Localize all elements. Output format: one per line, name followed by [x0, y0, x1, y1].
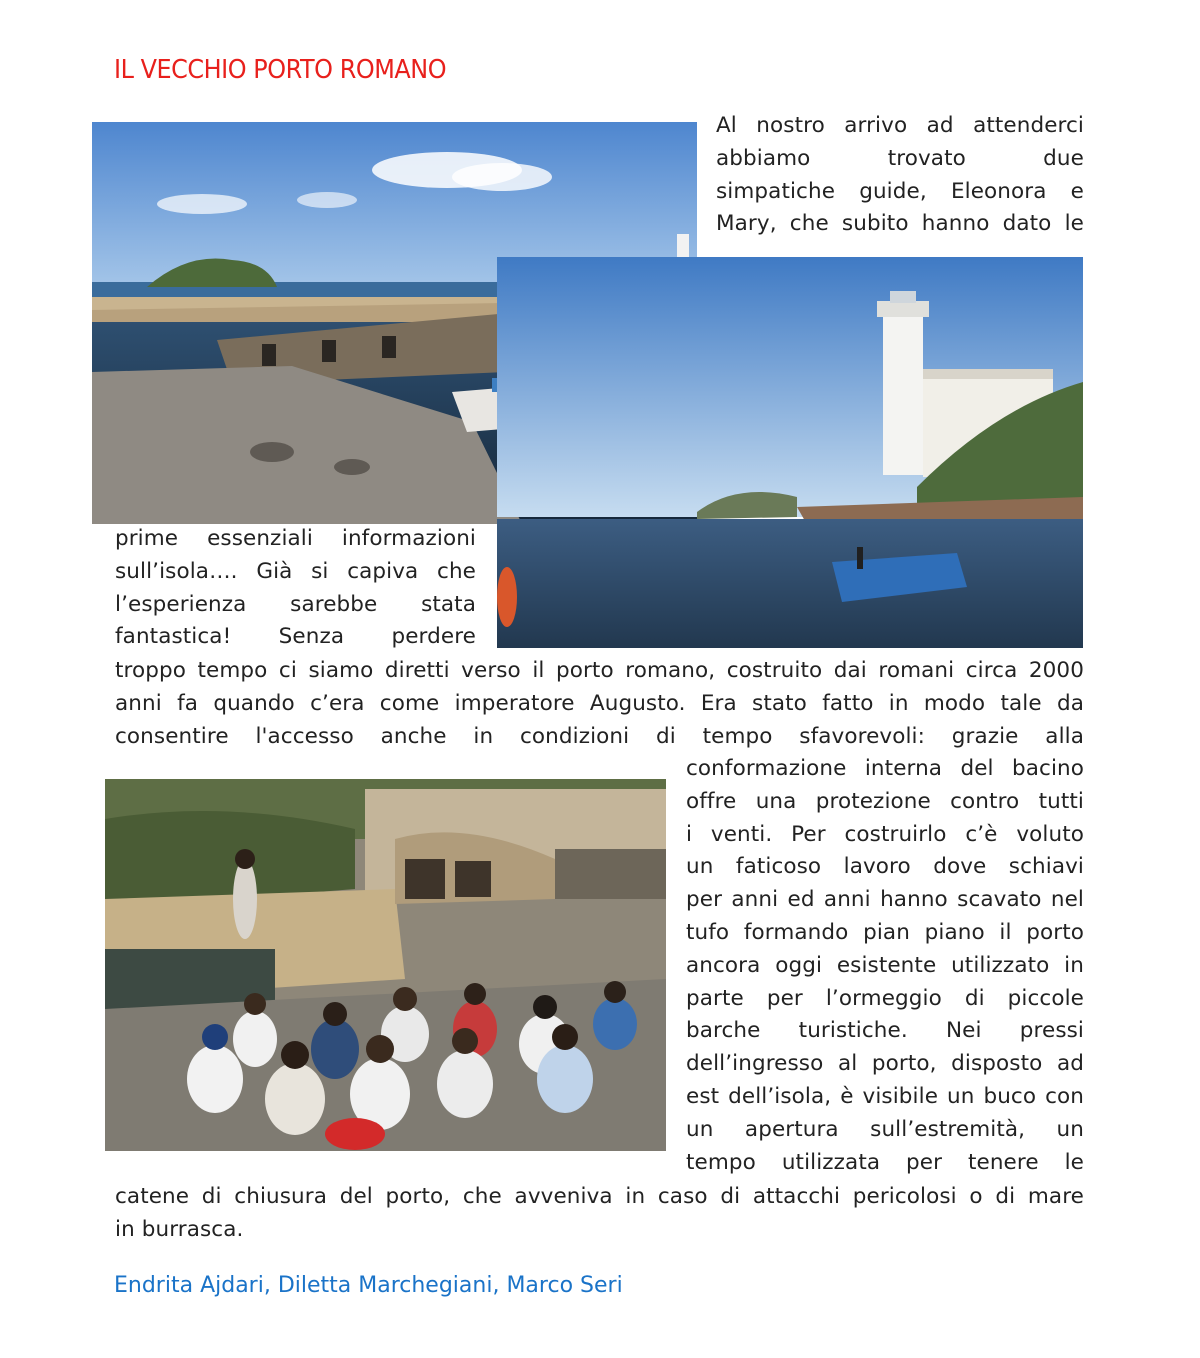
text-line: tufo formando pian piano il porto: [686, 919, 1084, 945]
intro-paragraph: [716, 110, 1084, 241]
text-line: dell’ingresso al porto, disposto ad: [686, 1051, 1084, 1077]
text-line: abbiamo trovato due: [716, 145, 1084, 171]
text-line: i venti. Per costruirlo c’è voluto: [686, 821, 1084, 847]
text-line: barche turistiche. Nei pressi: [686, 1018, 1084, 1044]
port-history-paragraph: [115, 655, 1084, 753]
text-line: anni fa quando c’era come imperatore Augusto. Era stato fatto in modo tale da: [115, 690, 1084, 716]
text-line: est dell’isola, è visibile un buco con: [686, 1083, 1084, 1109]
text-line: un faticoso lavoro dove schiavi: [686, 854, 1084, 880]
text-line: offre una protezione contro tutti: [686, 788, 1084, 814]
text-line: prime essenziali informazioni: [115, 526, 476, 551]
closing-paragraph: [115, 1181, 1084, 1247]
text-line: catene di chiusura del porto, che avveniva in caso di attacchi pericolosi o di mare: [115, 1184, 1084, 1209]
text-line: fantastica! Senza perdere: [115, 624, 476, 650]
port-construction-paragraph: [686, 753, 1084, 1179]
text-line: ancora oggi esistente utilizzato in: [686, 952, 1084, 978]
text-line: Mary, che subito hanno dato le: [716, 211, 1084, 237]
text-line: in burrasca.: [115, 1216, 244, 1242]
guides-paragraph: [115, 523, 476, 654]
text-line: consentire l'accesso anche in condizioni di tempo sfavorevoli: grazie alla: [115, 723, 1084, 749]
lighthouse-photo: [497, 257, 1083, 648]
text-line: troppo tempo ci siamo diretti verso il porto romano, costruito dai romani circa 2000: [115, 658, 1084, 683]
text-line: conformazione interna del bacino: [686, 756, 1084, 781]
text-line: tempo utilizzata per tenere le: [686, 1149, 1084, 1175]
text-line: un apertura sull’estremità, un: [686, 1116, 1084, 1142]
text-line: l’esperienza sarebbe stata: [115, 591, 476, 617]
students-group-photo: [105, 779, 666, 1151]
text-line: simpatiche guide, Eleonora e: [716, 178, 1084, 204]
text-line: per anni ed anni hanno scavato nel: [686, 887, 1084, 913]
page-title: IL VECCHIO PORTO ROMANO: [114, 55, 447, 85]
text-line: parte per l’ormeggio di piccole: [686, 985, 1084, 1011]
authors-byline: Endrita Ajdari, Diletta Marchegiani, Marco Seri: [114, 1273, 623, 1298]
text-line: Al nostro arrivo ad attenderci: [716, 113, 1084, 138]
text-line: sull’isola…. Già si capiva che: [115, 558, 476, 584]
